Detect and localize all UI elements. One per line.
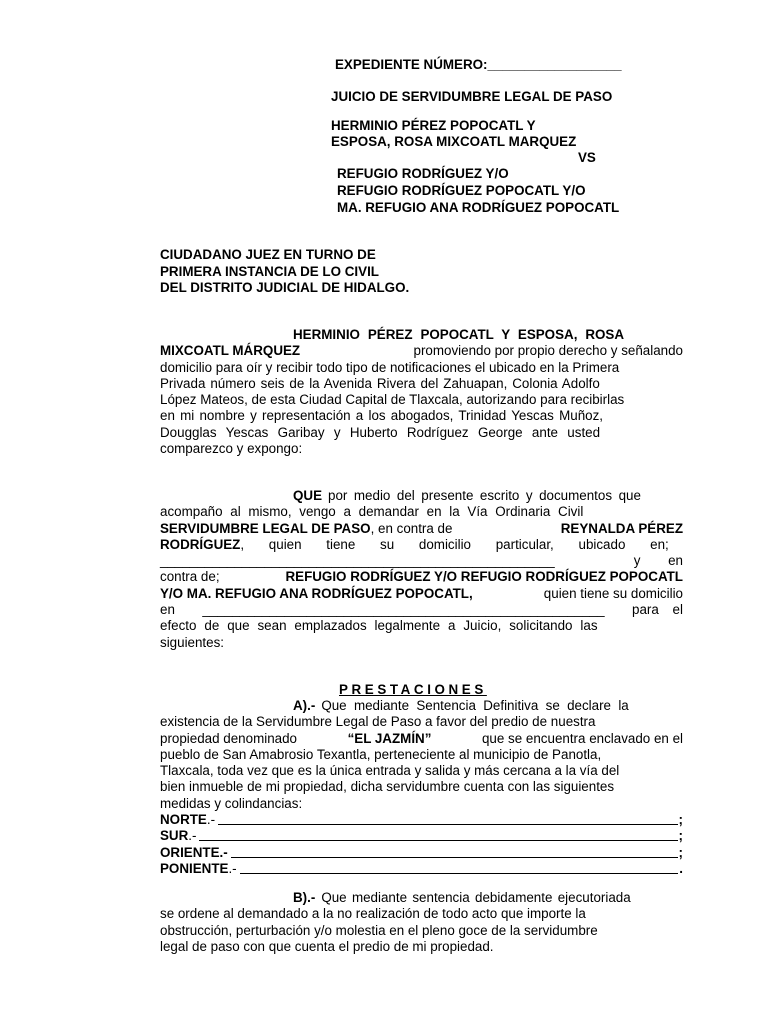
prestacion-b-line-4: legal de paso con que cuenta el predio de mi propiedad. [160, 938, 494, 954]
prestacion-a-line-7: medidas y colindancias: [160, 795, 303, 811]
que-keyword: QUE [293, 488, 323, 503]
sur-blank [199, 828, 677, 841]
que-line-2: acompaño al mismo, vengo a demandar en la Vía Ordinaria Civil [160, 504, 584, 520]
que-paragraph [160, 488, 683, 651]
predio-name: “EL JAZMÍN” [347, 730, 432, 746]
address-blank-2: ______________________________________________________ [202, 602, 605, 618]
oriente-blank [231, 845, 678, 858]
norte-blank [218, 812, 677, 825]
juicio-title: JUICIO DE SERVIDUMBRE LEGAL DE PASO [331, 89, 613, 104]
que-line-7: Y/O MA. REFUGIO ANA RODRÍGUEZ POPOCATL, quien tiene su domicilio [160, 585, 683, 601]
address-blank-1: _____________________________________________________ [160, 553, 555, 569]
addressee-line-2: PRIMERA INSTANCIA DE LO CIVIL [160, 264, 379, 279]
prestacion-b-line-1: B).- Que mediante sentencia debidamente ejecutoriada [293, 890, 631, 905]
demandado-line-2: REFUGIO RODRÍGUEZ POPOCATL Y/O [337, 183, 586, 198]
que-line-1: QUE por medio del presente escrito y documentos que [293, 488, 641, 503]
prestacion-a-line-6: bien inmueble de mi propiedad, dicha servidumbre cuenta con las siguientes [160, 779, 615, 795]
intro-names-b: MIXCOATL MÁRQUEZ [160, 343, 301, 359]
prestacion-a-line-1: A).- Que mediante Sentencia Definitiva se declare la [293, 698, 629, 713]
que-line-3: SERVIDUMBRE LEGAL DE PASO, en contra de REYNALDA PÉREZ [160, 520, 683, 536]
actor-line-2: ESPOSA, ROSA MIXCOATL MARQUEZ [331, 134, 577, 149]
colindancia-poniente: PONIENTE .- . [160, 860, 683, 876]
expediente-blank: __________________ [487, 57, 622, 72]
prestaciones-heading: PRESTACIONES [339, 682, 487, 697]
colindancia-norte: NORTE .- ; [160, 812, 683, 828]
que-line-4: RODRÍGUEZ, quien tiene su domicilio particular, ubicado en; [160, 536, 669, 552]
colindancia-oriente: ORIENTE.- ; [160, 844, 683, 860]
addressee-line-3: DEL DISTRITO JUDICIAL DE HIDALGO. [160, 280, 410, 295]
intro-line-6: en mi nombre y representación a los abogados, Trinidad Yescas Muñoz, [160, 408, 604, 424]
expediente-line [335, 57, 622, 73]
intro-line-7: Dougglas Yescas Garibay y Huberto Rodríguez George ante usted [160, 424, 601, 440]
prestacion-b-line-3: obstrucción, perturbación y/o molestia en el pleno goce de la servidumbre [160, 922, 598, 938]
intro-line-1 [160, 327, 683, 343]
intro-line-4: Privada número seis de la Avenida Rivera del Zahuapan, Colonia Adolfo [160, 375, 600, 391]
prestacion-b [160, 890, 683, 955]
prestacion-a-label: A).- [293, 698, 316, 713]
que-line-9: efecto de que sean emplazados legalmente a Juicio, solicitando las [160, 618, 598, 634]
demandado-line-3: MA. REFUGIO ANA RODRÍGUEZ POPOCATL [337, 200, 620, 215]
intro-line-2: MIXCOATL MÁRQUEZ promoviendo por propio derecho y señalando [160, 343, 683, 359]
poniente-blank [240, 861, 679, 874]
prestacion-a-line-4: pueblo de San Amabrosio Texantla, perteneciente al municipio de Panotla, [160, 746, 602, 762]
intro-paragraph [160, 327, 683, 457]
demandado-line-1: REFUGIO RODRÍGUEZ Y/O [337, 166, 509, 181]
prestacion-a-line-5: Tlaxcala, toda vez que es la única entrada y salida y más cercana a la vía del [160, 763, 620, 779]
prestacion-a-line-3: propiedad denominado “EL JAZMÍN” que se encuentra enclavado en el [160, 730, 683, 746]
que-line-8: en ______________________________________________________ para el [160, 602, 683, 618]
colindancia-sur: SUR .- ; [160, 828, 683, 844]
prestacion-b-line-2: se ordene al demandado a la no realización de todo acto que importe la [160, 906, 586, 922]
expediente-label: EXPEDIENTE NÚMERO: [335, 57, 488, 72]
intro-line-8: comparezco y expongo: [160, 441, 303, 457]
prestacion-a [160, 698, 683, 877]
que-line-10: siguientes: [160, 634, 225, 650]
addressee-line-1: CIUDADANO JUEZ EN TURNO DE [160, 247, 376, 262]
intro-names-a: HERMINIO PÉREZ POPOCATL Y ESPOSA, ROSA [293, 327, 625, 342]
prestacion-b-label: B).- [293, 890, 316, 905]
intro-line-5: López Mateos, de esta Ciudad Capital de Tlaxcala, autorizando para recibirlas [160, 392, 625, 408]
versus-label: VS [578, 150, 596, 165]
prestacion-a-line-2: existencia de la Servidumbre Legal de Paso a favor del predio de nuestra [160, 714, 596, 730]
actor-line-1: HERMINIO PÉREZ POPOCATL Y [331, 118, 536, 133]
intro-line-3: domicilio para oír y recibir todo tipo de notificaciones el ubicado en la Primera [160, 359, 620, 375]
que-line-6: contra de; REFUGIO RODRÍGUEZ Y/O REFUGIO RODRÍGUEZ POPOCATL [160, 569, 683, 585]
que-line-5: _____________________________________________________ y en [160, 553, 683, 569]
